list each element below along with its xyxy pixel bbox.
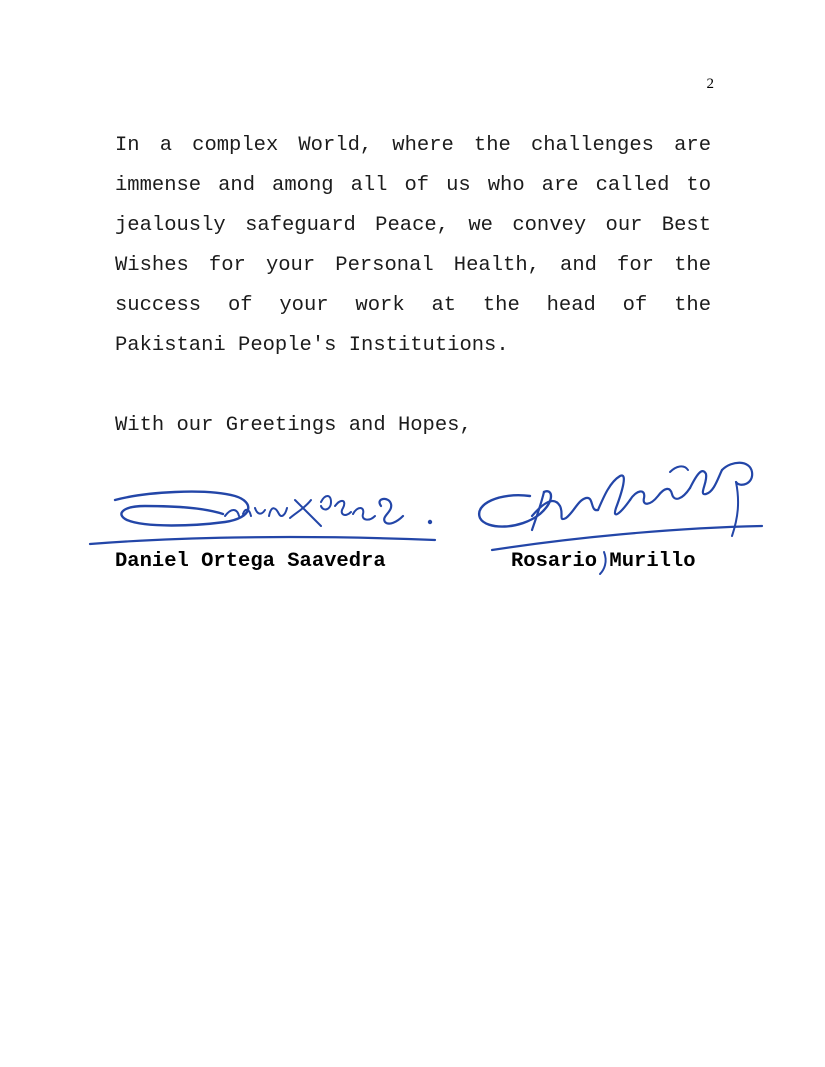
page-number: 2	[706, 76, 714, 92]
letter-closing: With our Greetings and Hopes,	[115, 414, 472, 437]
letter-body-paragraph: In a complex World, where the challenges are immense and among all of us who are called to jealously safeguard Peace, we convey our Best Wishes for your Personal Health, and for the success of your work at the head of the Pakistani People's Institutions.	[115, 134, 711, 357]
ortega-signature-icon	[85, 478, 445, 558]
signatory-name: Rosario Murillo	[511, 550, 696, 573]
signatory-name: Daniel Ortega Saavedra	[115, 550, 386, 573]
